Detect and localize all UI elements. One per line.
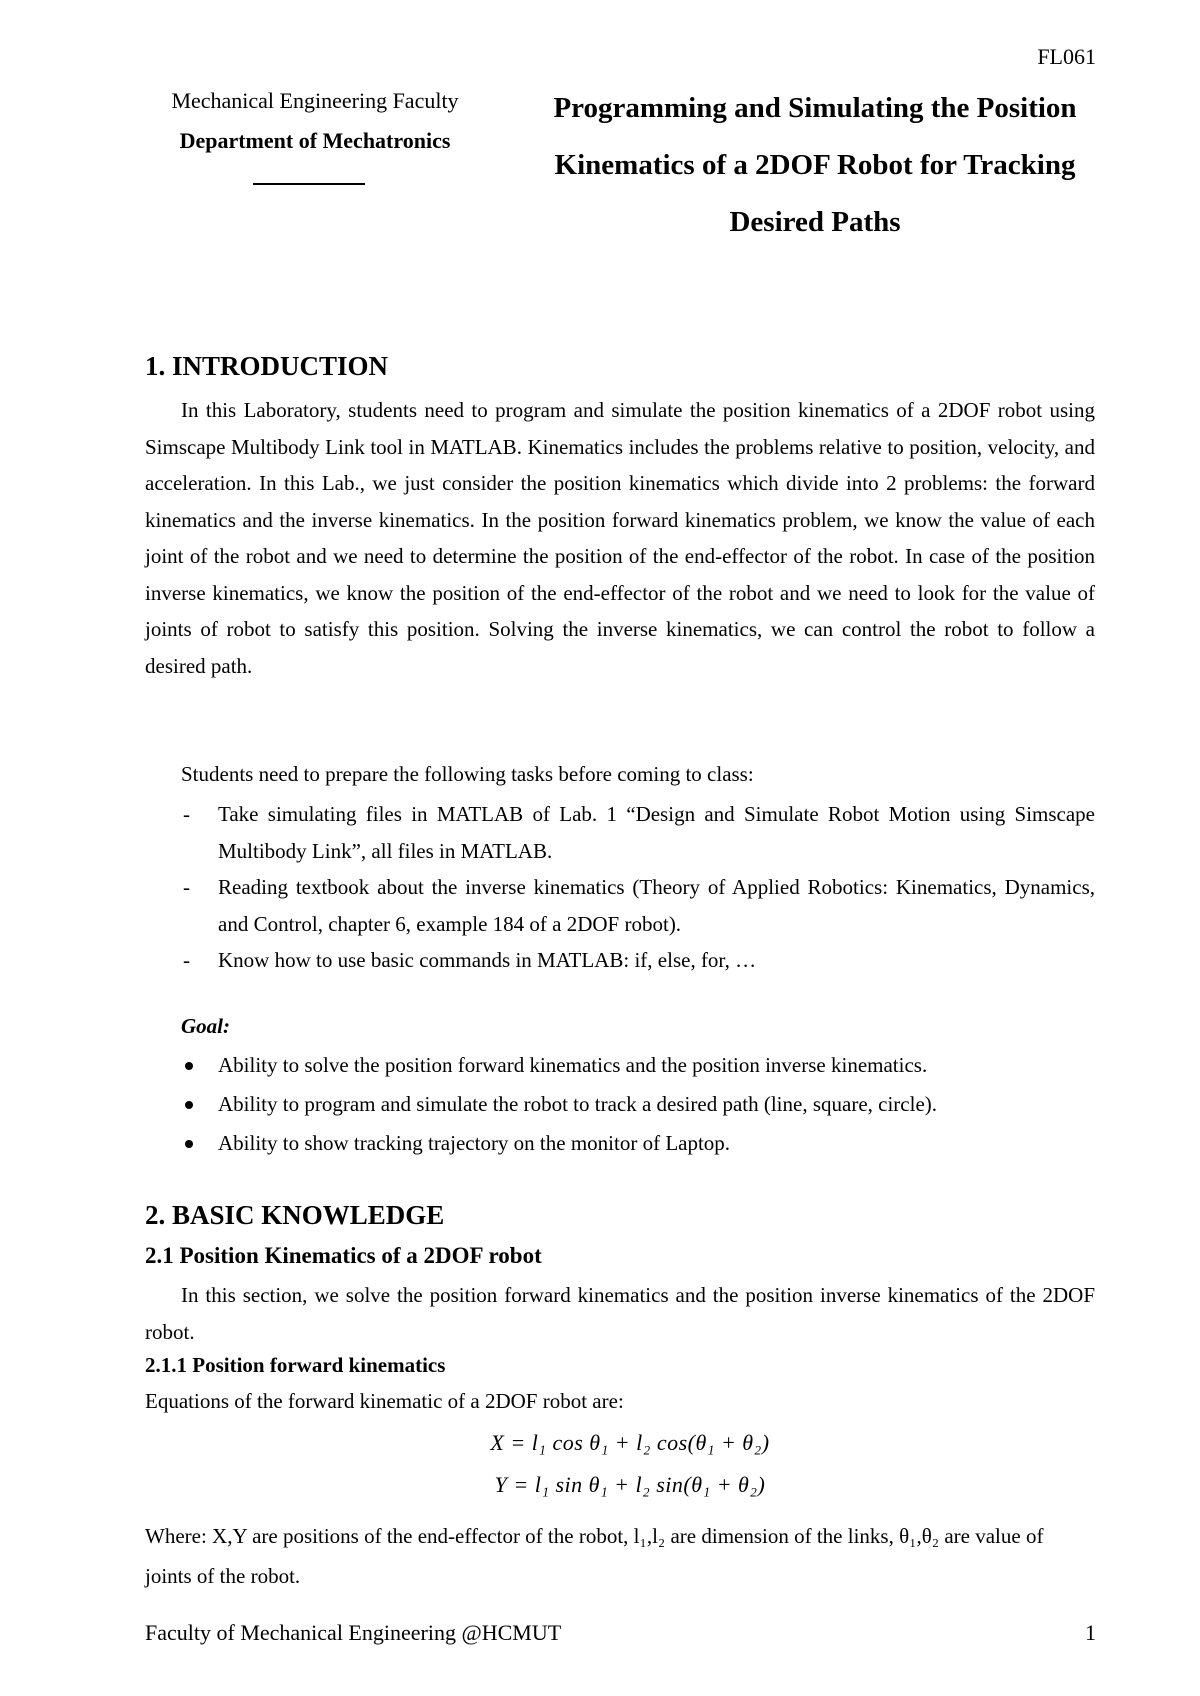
list-item: Ability to solve the position forward kinematics and the position inverse kinematics. (145, 1046, 1095, 1085)
list-item: - Know how to use basic commands in MATLAB: if, else, for, … (145, 942, 1095, 979)
bullet-icon (185, 1101, 193, 1109)
footer-text: Faculty of Mechanical Engineering @HCMUT (145, 1620, 562, 1645)
header-divider (253, 183, 365, 185)
dash-marker: - (183, 948, 190, 972)
goal-label: Goal: (181, 1014, 230, 1038)
forward-kinematics-equation-x: X = l₁ cos θ₁ + l₂ cos(θ₁ + θ₂) (490, 1430, 770, 1455)
goal-list (145, 1046, 1095, 1163)
page-number: 1 (1085, 1620, 1096, 1645)
list-item: - Take simulating files in MATLAB of Lab. 1 “Design and Simulate Robot Motion using Simscape Multibody Link”, all files in MATLAB. (145, 796, 1095, 869)
bullet-icon (185, 1062, 193, 1070)
equations-intro: Equations of the forward kinematic of a 2DOF robot are: (145, 1389, 624, 1413)
faculty-name: Mechanical Engineering Faculty (171, 88, 459, 113)
section-heading-introduction: 1. INTRODUCTION (145, 351, 389, 381)
subsection-heading: 2.1 Position Kinematics of a 2DOF robot (145, 1243, 542, 1268)
where-explanation: Where: X,Y are positions of the end-effector of the robot, l₁,l₂ are dimension of the links, θ₁,θ₂ are value of joints of the robot. (145, 1524, 1044, 1588)
document-title (510, 80, 1120, 251)
subsection-paragraph: In this section, we solve the position forward kinematics and the position inverse kinematics of the 2DOF robot. (145, 1283, 1095, 1344)
dash-marker: - (183, 802, 190, 826)
subsubsection-heading: 2.1.1 Position forward kinematics (145, 1353, 446, 1377)
dash-marker: - (183, 875, 190, 899)
list-item: Ability to show tracking trajectory on the monitor of Laptop. (145, 1124, 1095, 1163)
document-code: FL061 (1037, 44, 1096, 69)
title-line-2: Kinematics of a 2DOF Robot for Tracking (554, 149, 1076, 181)
title-line-3: Desired Paths (729, 206, 901, 238)
bullet-icon (185, 1140, 193, 1148)
section-heading-basic-knowledge: 2. BASIC KNOWLEDGE (145, 1200, 445, 1230)
department-name: Department of Mechatronics (179, 128, 451, 153)
list-item: - Reading textbook about the inverse kinematics (Theory of Applied Robotics: Kinematics, Dynamics, and Control, chapter 6, example 184 of a 2DOF robot). (145, 869, 1095, 942)
prep-list (145, 796, 1095, 979)
title-line-1: Programming and Simulating the Position (553, 92, 1077, 124)
intro-paragraph: In this Laboratory, students need to program and simulate the position kinematics of a 2DOF robot using Simscape Multibody Link tool in MATLAB. Kinematics includes the problems relative to position, velocity, and acceleration. In this Lab., we just consider the position kinematics which divide into 2 problems: the forward kinematics and the inverse kinematics. In the position forward kinematics problem, we know the value of each joint of the robot and we need to determine the position of the end-effector of the robot. In case of the position inverse kinematics, we know the position of the end-effector of the robot and we need to look for the value of joints of robot to satisfy this position. Solving the inverse kinematics, we can control the robot to follow a desired path. (145, 398, 1095, 678)
forward-kinematics-equation-y: Y = l₁ sin θ₁ + l₂ sin(θ₁ + θ₂) (494, 1472, 766, 1497)
list-item: Ability to program and simulate the robot to track a desired path (line, square, circle). (145, 1085, 1095, 1124)
prep-intro: Students need to prepare the following tasks before coming to class: (181, 762, 754, 786)
